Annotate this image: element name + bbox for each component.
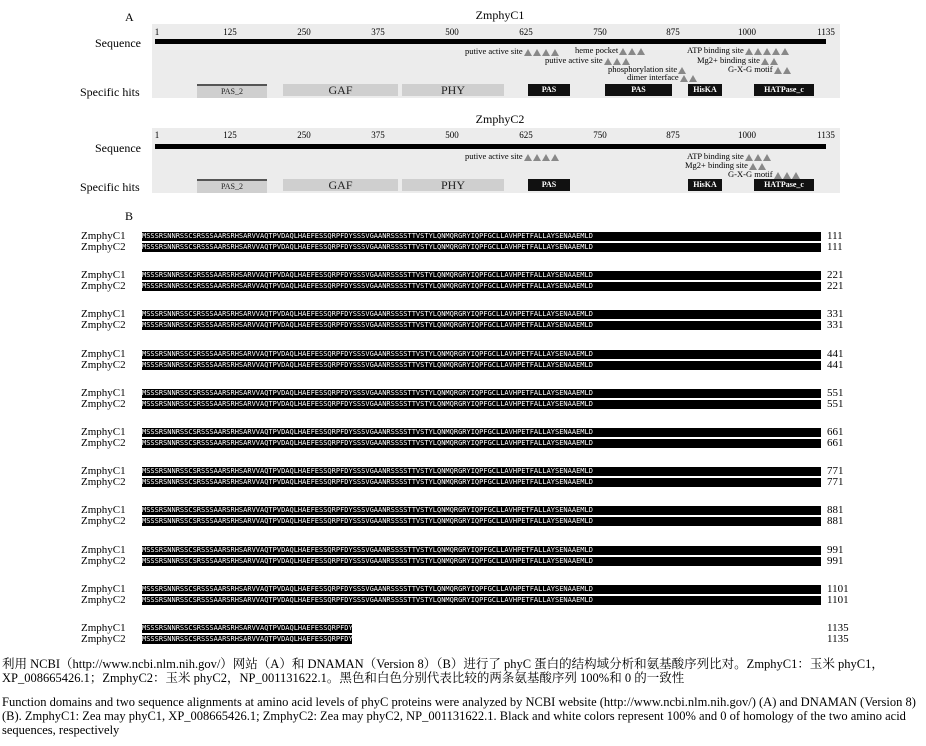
seq-name-c1: ZmphyC1 <box>81 622 126 634</box>
track1-title: ZmphyC1 <box>475 8 525 22</box>
tick: 500 <box>445 130 459 140</box>
seq-row: MSSSRSNNRSSCSRSSSAARSRHSARVVAQTPVDAQLHAEFESSQRPFDYSSSVGAANRSSSSTTVSTYLQNMQRGRYIQPFGCLLAVHPETFALLAYSENAAEMLD <box>142 546 821 555</box>
caption-english: Function domains and two sequence alignments at amino acid levels of phyC proteins were analyzed by NCBI website (http://www.ncbi.nlm.nih.gov/) (A) and DNAMAN (Version 8) (B). ZmphyC1: Zea may phyC1, XP_008665426.1; ZmphyC2: Zea may phyC2, NP_001131622.1. Black and white colors represent 100% and 0 of homology of the two amino acid sequences, respectively <box>2 695 916 737</box>
seq-row: MSSSRSNNRSSCSRSSSAARSRHSARVVAQTPVDAQLHAEFESSQRPFDYSSSVGAANRSSSSTTVSTYLQNMQRGRYIQPFGCLLAVHPETFALLAYSENAAEMLD <box>142 282 821 291</box>
domain-gaf: GAF <box>283 84 398 96</box>
track2-sequence-bar <box>155 144 826 149</box>
domain-pas: PAS <box>528 179 570 191</box>
track1-sequence-bar <box>155 39 826 44</box>
end-position: 551 <box>827 398 844 410</box>
seq-row: MSSSRSNNRSSCSRSSSAARSRHSARVVAQTPVDAQLHAEFESSQRPFDYSSSVGAANRSSSSTTVSTYLQNMQRGRYIQPFGCLLAVHPETFALLAYSENAAEMLD <box>142 271 821 280</box>
seq-name-c1: ZmphyC1 <box>81 583 126 595</box>
seq-row: MSSSRSNNRSSCSRSSSAARSRHSARVVAQTPVDAQLHAEFESSQRPFDYSSSVGAANRSSSSTTVSTYLQNMQRGRYIQPFGCLLAVHPETFALLAYSENAAEMLD <box>142 361 821 370</box>
seq-name-c1: ZmphyC1 <box>81 308 126 320</box>
seq-name-c1: ZmphyC1 <box>81 387 126 399</box>
seq-name-c1: ZmphyC1 <box>81 465 126 477</box>
end-position: 661 <box>827 426 844 438</box>
end-position: 111 <box>827 241 843 253</box>
seq-name-c1: ZmphyC1 <box>81 544 126 556</box>
annotation-phosphorylation-site: phosphorylation site <box>608 65 686 74</box>
track1-hits-label: Specific hits <box>80 85 140 99</box>
tick: 375 <box>371 27 385 37</box>
end-position: 441 <box>827 348 844 360</box>
track2-ruler <box>0 130 926 140</box>
seq-row: MSSSRSNNRSSCSRSSSAARSRHSARVVAQTPVDAQLHAEFESSQRPFDYSSSVGAANRSSSSTTVSTYLQNMQRGRYIQPFGCLLAVHPETFALLAYSENAAEMLD <box>142 478 821 487</box>
seq-row: MSSSRSNNRSSCSRSSSAARSRHSARVVAQTPVDAQLHAEFESSQRPFDYSSSVGAANRSSSSTTVSTYLQNMQRGRYIQPFGCLLAVHPETFALLAYSENAAEMLD <box>142 635 593 643</box>
domain-pas2: PAS_2 <box>197 84 267 98</box>
seq-row: MSSSRSNNRSSCSRSSSAARSRHSARVVAQTPVDAQLHAEFESSQRPFDYSSSVGAANRSSSSTTVSTYLQNMQRGRYIQPFGCLLAVHPETFALLAYSENAAEMLD <box>142 389 821 398</box>
seq-row: MSSSRSNNRSSCSRSSSAARSRHSARVVAQTPVDAQLHAEFESSQRPFDYSSSVGAANRSSSSTTVSTYLQNMQRGRYIQPFGCLLAVHPETFALLAYSENAAEMLD <box>142 243 821 252</box>
seq-row: MSSSRSNNRSSCSRSSSAARSRHSARVVAQTPVDAQLHAEFESSQRPFDYSSSVGAANRSSSSTTVSTYLQNMQRGRYIQPFGCLLAVHPETFALLAYSENAAEMLD <box>142 624 593 632</box>
end-position: 551 <box>827 387 844 399</box>
track1-sequence-label: Sequence <box>95 36 141 50</box>
end-position: 441 <box>827 359 844 371</box>
seq-name-c2: ZmphyC2 <box>81 437 126 449</box>
annotation-dimer-interface: dimer interface <box>627 73 697 82</box>
tick: 250 <box>297 27 311 37</box>
seq-row: MSSSRSNNRSSCSRSSSAARSRHSARVVAQTPVDAQLHAEFESSQRPFDYSSSVGAANRSSSSTTVSTYLQNMQRGRYIQPFGCLLAVHPETFALLAYSENAAEMLD <box>142 310 821 319</box>
domain-hatpase: HATPase_c <box>754 179 814 191</box>
tick: 1000 <box>738 130 756 140</box>
end-position: 221 <box>827 280 844 292</box>
domain-hatpase: HATPase_c <box>754 84 814 96</box>
tick: 125 <box>223 130 237 140</box>
annotation-mg-binding-site: Mg2+ binding site <box>685 161 766 170</box>
domain-phy: PHY <box>402 84 504 96</box>
tick: 750 <box>593 27 607 37</box>
seq-name-c1: ZmphyC1 <box>81 426 126 438</box>
annotation-atp-binding-site: ATP binding site <box>687 46 789 55</box>
panel-b-label: B <box>125 209 134 223</box>
domain-phy: PHY <box>402 179 504 191</box>
tick: 750 <box>593 130 607 140</box>
end-position: 331 <box>827 319 844 331</box>
domain-pas-2: PAS <box>605 84 672 96</box>
seq-name-c2: ZmphyC2 <box>81 280 126 292</box>
seq-row: MSSSRSNNRSSCSRSSSAARSRHSARVVAQTPVDAQLHAEFESSQRPFDYSSSVGAANRSSSSTTVSTYLQNMQRGRYIQPFGCLLAVHPETFALLAYSENAAEMLD <box>142 439 821 448</box>
end-position: 881 <box>827 515 844 527</box>
tick: 500 <box>445 27 459 37</box>
seq-name-c2: ZmphyC2 <box>81 359 126 371</box>
annotation-putive-active-site-2: putive active site <box>545 56 630 65</box>
tick: 1135 <box>817 130 835 140</box>
end-position: 1135 <box>827 622 849 634</box>
annotation-atp-binding-site: ATP binding site <box>687 152 771 161</box>
seq-name-c2: ZmphyC2 <box>81 241 126 253</box>
end-position: 1101 <box>827 594 849 606</box>
track2-sequence-label: Sequence <box>95 141 141 155</box>
annotation-putive-active-site: putive active site <box>465 47 559 56</box>
track2-hits-label: Specific hits <box>80 180 140 194</box>
end-position: 111 <box>827 230 843 242</box>
annotation-mg-binding-site: Mg2+ binding site <box>697 56 778 65</box>
domain-hiska: HisKA <box>688 84 722 96</box>
seq-name-c1: ZmphyC1 <box>81 348 126 360</box>
seq-row: MSSSRSNNRSSCSRSSSAARSRHSARVVAQTPVDAQLHAEFESSQRPFDYSSSVGAANRSSSSTTVSTYLQNMQRGRYIQPFGCLLAVHPETFALLAYSENAAEMLD <box>142 557 821 566</box>
end-position: 771 <box>827 465 844 477</box>
annotation-heme-pocket: heme pocket <box>575 46 645 55</box>
seq-name-c1: ZmphyC1 <box>81 230 126 242</box>
seq-row: MSSSRSNNRSSCSRSSSAARSRHSARVVAQTPVDAQLHAEFESSQRPFDYSSSVGAANRSSSSTTVSTYLQNMQRGRYIQPFGCLLAVHPETFALLAYSENAAEMLD <box>142 428 821 437</box>
domain-gaf: GAF <box>283 179 398 191</box>
tick: 1000 <box>738 27 756 37</box>
end-position: 991 <box>827 544 844 556</box>
end-position: 771 <box>827 476 844 488</box>
annotation-gxg-motif: G-X-G motif <box>728 65 791 74</box>
seq-row: MSSSRSNNRSSCSRSSSAARSRHSARVVAQTPVDAQLHAEFESSQRPFDYSSSVGAANRSSSSTTVSTYLQNMQRGRYIQPFGCLLAVHPETFALLAYSENAAEMLD <box>142 467 821 476</box>
annotation-putive-active-site: putive active site <box>465 152 559 161</box>
tick: 875 <box>666 130 680 140</box>
domain-hiska: HisKA <box>688 179 722 191</box>
tick: 875 <box>666 27 680 37</box>
seq-name-c1: ZmphyC1 <box>81 504 126 516</box>
seq-row: MSSSRSNNRSSCSRSSSAARSRHSARVVAQTPVDAQLHAEFESSQRPFDYSSSVGAANRSSSSTTVSTYLQNMQRGRYIQPFGCLLAVHPETFALLAYSENAAEMLD <box>142 517 821 526</box>
end-position: 1101 <box>827 583 849 595</box>
track1-ruler <box>0 27 926 37</box>
tick: 1 <box>154 130 160 140</box>
tick: 625 <box>519 130 533 140</box>
tick: 1135 <box>817 27 835 37</box>
seq-row: MSSSRSNNRSSCSRSSSAARSRHSARVVAQTPVDAQLHAEFESSQRPFDYSSSVGAANRSSSSTTVSTYLQNMQRGRYIQPFGCLLAVHPETFALLAYSENAAEMLD <box>142 585 821 594</box>
seq-row: MSSSRSNNRSSCSRSSSAARSRHSARVVAQTPVDAQLHAEFESSQRPFDYSSSVGAANRSSSSTTVSTYLQNMQRGRYIQPFGCLLAVHPETFALLAYSENAAEMLD <box>142 232 821 241</box>
seq-name-c2: ZmphyC2 <box>81 515 126 527</box>
tick: 250 <box>297 130 311 140</box>
annotation-gxg-motif: G-X-G motif <box>728 170 800 179</box>
seq-row: MSSSRSNNRSSCSRSSSAARSRHSARVVAQTPVDAQLHAEFESSQRPFDYSSSVGAANRSSSSTTVSTYLQNMQRGRYIQPFGCLLAVHPETFALLAYSENAAEMLD <box>142 321 821 330</box>
seq-name-c1: ZmphyC1 <box>81 269 126 281</box>
end-position: 661 <box>827 437 844 449</box>
seq-name-c2: ZmphyC2 <box>81 594 126 606</box>
panel-a-label: A <box>125 10 134 24</box>
end-position: 1135 <box>827 633 849 645</box>
tick: 375 <box>371 130 385 140</box>
seq-name-c2: ZmphyC2 <box>81 476 126 488</box>
domain-pas: PAS <box>528 84 570 96</box>
seq-row: MSSSRSNNRSSCSRSSSAARSRHSARVVAQTPVDAQLHAEFESSQRPFDYSSSVGAANRSSSSTTVSTYLQNMQRGRYIQPFGCLLAVHPETFALLAYSENAAEMLD <box>142 350 821 359</box>
tick: 625 <box>519 27 533 37</box>
end-position: 881 <box>827 504 844 516</box>
seq-row: MSSSRSNNRSSCSRSSSAARSRHSARVVAQTPVDAQLHAEFESSQRPFDYSSSVGAANRSSSSTTVSTYLQNMQRGRYIQPFGCLLAVHPETFALLAYSENAAEMLD <box>142 506 821 515</box>
seq-row: MSSSRSNNRSSCSRSSSAARSRHSARVVAQTPVDAQLHAEFESSQRPFDYSSSVGAANRSSSSTTVSTYLQNMQRGRYIQPFGCLLAVHPETFALLAYSENAAEMLD <box>142 596 821 605</box>
end-position: 221 <box>827 269 844 281</box>
end-position: 331 <box>827 308 844 320</box>
seq-name-c2: ZmphyC2 <box>81 555 126 567</box>
caption-chinese: 利用 NCBI（http://www.ncbi.nlm.nih.gov/）网站（A）和 DNAMAN（Version 8）（B）进行了 phyC 蛋白的结构域分析和氨基酸序列比对。ZmphyC1：玉米 phyC1，XP_008665426.1；ZmphyC2：玉米 phyC2，NP_001131622.1。黑色和白色分别代表比较的两条氨基酸序列 100%和 0 的一致性 <box>2 657 884 685</box>
end-position: 991 <box>827 555 844 567</box>
track2-title: ZmphyC2 <box>475 112 525 126</box>
tick: 125 <box>223 27 237 37</box>
tick: 1 <box>154 27 160 37</box>
seq-name-c2: ZmphyC2 <box>81 319 126 331</box>
domain-pas2: PAS_2 <box>197 179 267 193</box>
seq-name-c2: ZmphyC2 <box>81 633 126 645</box>
seq-name-c2: ZmphyC2 <box>81 398 126 410</box>
seq-row: MSSSRSNNRSSCSRSSSAARSRHSARVVAQTPVDAQLHAEFESSQRPFDYSSSVGAANRSSSSTTVSTYLQNMQRGRYIQPFGCLLAVHPETFALLAYSENAAEMLD <box>142 400 821 409</box>
